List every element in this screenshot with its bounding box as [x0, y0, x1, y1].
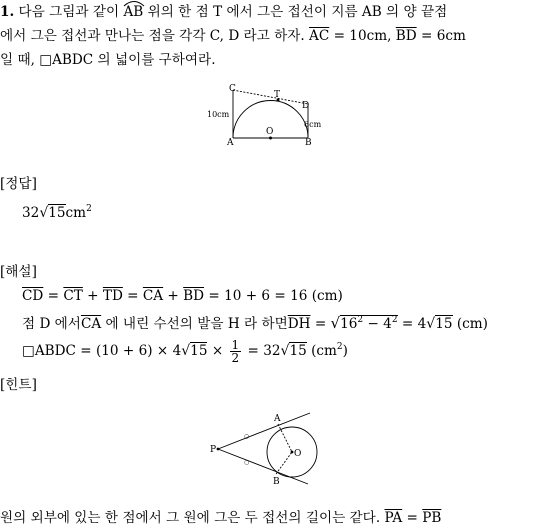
label-a: A	[274, 414, 281, 424]
hint-header: [힌트]	[0, 377, 37, 393]
problem-line-2: 에서 그은 접선과 만나는 점을 각각 C, D 라고 하자. $\overline{AC} = 10cm$, $\overline{BD} = 6cm$	[0, 28, 466, 44]
segment-ac: $\overline{AC}$	[309, 28, 330, 44]
answer-value: $32√15cm^2$	[22, 204, 92, 221]
label-bd-length: 6cm	[304, 120, 322, 129]
label-b: B	[305, 138, 312, 148]
answer-header: [정답]	[0, 176, 37, 192]
solution-eq-2: 점 D 에서$\overline{CA}$ 에 내린 수선의 발을 H 라 하면$\overline{DH} = √16^2 - 4^2 = 4√15$ (cm)	[22, 314, 488, 332]
arc-mark-icon	[123, 0, 145, 7]
figure-semicircle	[200, 82, 325, 148]
label-ac-length: 10cm	[207, 110, 230, 119]
solution-eq-1: $\overline{CD} = \overline{CT} + \overline{TD} = \overline{CA} + \overline{BD} = 10 + 6 = 16$ (cm)	[22, 288, 343, 304]
label-b: B	[273, 477, 280, 486]
problem-text: 다음 그림과 같이	[18, 4, 120, 20]
label-d: D	[302, 101, 310, 111]
label-c: C	[229, 84, 236, 94]
problem-text: 위의 한 점 T 에서 그은 접선이 지름 AB 의 양 끝점	[147, 4, 448, 20]
problem-number: 1.	[0, 4, 15, 20]
hint-text: 원의 외부에 있는 한 점에서 그 원에 그은 두 접선의 길이는 같다. $\overline{PA} = \overline{PB}$	[0, 510, 442, 526]
solution-eq-3: □ABDC = (10 + 6) × 4√15 × $\frac{1}{2}$ = 32√15 $(cm^2)$	[22, 338, 348, 365]
solution-header: [해설]	[0, 264, 37, 280]
label-p: P	[210, 445, 217, 455]
label-t: T	[274, 90, 281, 100]
label-a: A	[227, 138, 234, 148]
svg-text:○: ○	[244, 459, 250, 466]
arc-ab: AB	[123, 2, 143, 22]
label-o: O	[266, 127, 274, 137]
problem-line-3: 일 때, □ABDC 의 넓이를 구하여라.	[0, 52, 216, 68]
segment-bd: $\overline{BD}$	[395, 28, 417, 44]
figure-tangent-circle	[208, 408, 318, 486]
label-o: O	[294, 449, 302, 459]
svg-text:○: ○	[244, 433, 250, 440]
fraction-one-half: $\frac{1}{2}$	[231, 338, 240, 365]
problem-line-1	[0, 2, 447, 22]
